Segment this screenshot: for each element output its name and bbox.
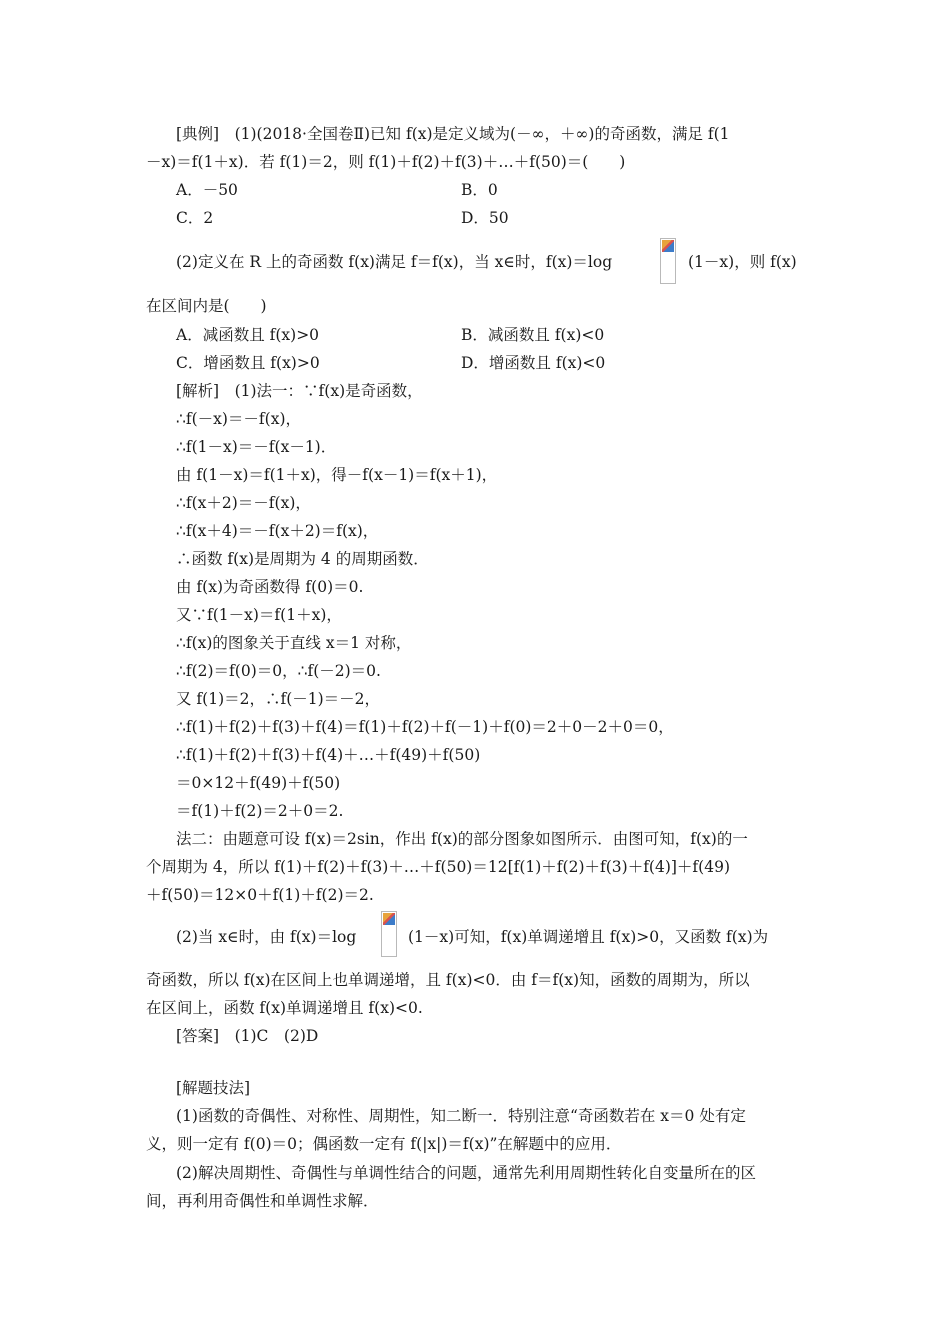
option-a: A．－50: [176, 181, 238, 199]
technique-line: (1)函数的奇偶性、对称性、周期性，知二断一．特别注意“奇函数若在 x＝0 处有定: [176, 1107, 746, 1125]
option-2a: A．减函数且 f(x)>0: [176, 326, 320, 344]
part-2-line: 在区间上，函数 f(x)单调递增且 f(x)<0.: [146, 999, 423, 1017]
solution-line: ∴f(1)＋f(2)＋f(3)＋f(4)＋…＋f(49)＋f(50): [176, 746, 481, 764]
solution-line: ＝0×12＋f(49)＋f(50): [176, 774, 341, 792]
question-2-line-2: 在区间内是( ): [146, 297, 267, 315]
question-2-line-1b: (1－x)，则 f(x): [688, 253, 797, 271]
option-b: B．0: [461, 181, 498, 199]
technique-line: (2)解决周期性、奇偶性与单调性结合的问题，通常先利用周期性转化自变量所在的区: [176, 1164, 756, 1182]
solution-line: [解析] (1)法一：∵f(x)是奇函数，: [176, 382, 423, 400]
solution-line: 由 f(1－x)＝f(1＋x)，得－f(x－1)＝f(x＋1)，: [176, 466, 498, 484]
question-2-line-1a: (2)定义在 R 上的奇函数 f(x)满足 f＝f(x)，当 x∈时，f(x)＝log: [176, 253, 613, 271]
option-2b: B．减函数且 f(x)<0: [461, 326, 605, 344]
part-2-line-1b: (1－x)可知，f(x)单调递增且 f(x)>0，又函数 f(x)为: [408, 928, 769, 946]
broken-image-icon: [660, 238, 676, 284]
part-2-line: 奇函数，所以 f(x)在区间上也单调递增，且 f(x)<0．由 f＝f(x)知，函数的周期为，所以: [146, 971, 750, 989]
method-2-line: 法二：由题意可设 f(x)＝2sin，作出 f(x)的部分图象如图所示．由图可知，f(x)的一: [176, 830, 748, 848]
solution-line: ∴f(1)＋f(2)＋f(3)＋f(4)＝f(1)＋f(2)＋f(－1)＋f(0)＝2＋0－2＋0＝0，: [176, 718, 674, 736]
method-2-line: 个周期为 4，所以 f(1)＋f(2)＋f(3)＋…＋f(50)＝12[f(1)＋f(2)＋f(3)＋f(4)]＋f(49): [146, 858, 730, 876]
part-2-line-1a: (2)当 x∈时，由 f(x)＝log: [176, 928, 357, 946]
solution-line: ∴f(x)的图象关于直线 x＝1 对称，: [176, 634, 412, 652]
solution-line: ∴f(－x)＝－f(x)，: [176, 410, 302, 428]
example-line-2: －x)＝f(1＋x)．若 f(1)＝2，则 f(1)＋f(2)＋f(3)＋…＋f(50)＝( ): [146, 153, 626, 171]
solution-line: 又∵f(1－x)＝f(1＋x)，: [176, 606, 342, 624]
solution-line: ∴f(x＋4)＝－f(x＋2)＝f(x)，: [176, 522, 379, 540]
solution-line: 由 f(x)为奇函数得 f(0)＝0.: [176, 578, 364, 596]
option-2c: C．增函数且 f(x)>0: [176, 354, 320, 372]
solution-line: ∴f(x＋2)＝－f(x)，: [176, 494, 311, 512]
solution-line: ∴f(2)＝f(0)＝0，∴f(－2)＝0.: [176, 662, 381, 680]
option-d: D．50: [461, 209, 509, 227]
option-2d: D．增函数且 f(x)<0: [461, 354, 606, 372]
technique-title: [解题技法]: [176, 1079, 251, 1097]
solution-line: ∴函数 f(x)是周期为 4 的周期函数．: [176, 550, 429, 568]
broken-image-icon: [381, 911, 397, 957]
technique-line: 义，则一定有 f(0)＝0；偶函数一定有 f(|x|)＝f(x)”在解题中的应用．: [146, 1135, 622, 1153]
example-line-1: [典例] (1)(2018·全国卷Ⅱ)已知 f(x)是定义域为(－∞，＋∞)的奇函数，满足 f(1: [176, 125, 730, 143]
solution-line: 又 f(1)＝2，∴f(－1)＝－2，: [176, 690, 381, 708]
method-2-line: ＋f(50)＝12×0＋f(1)＋f(2)＝2.: [146, 886, 374, 904]
solution-line: ∴f(1－x)＝－f(x－1)．: [176, 438, 337, 456]
answer-line: [答案] (1)C (2)D: [176, 1027, 319, 1045]
option-c: C．2: [176, 209, 214, 227]
technique-line: 间，再利用奇偶性和单调性求解．: [146, 1192, 379, 1210]
solution-line: ＝f(1)＋f(2)＝2＋0＝2.: [176, 802, 344, 820]
